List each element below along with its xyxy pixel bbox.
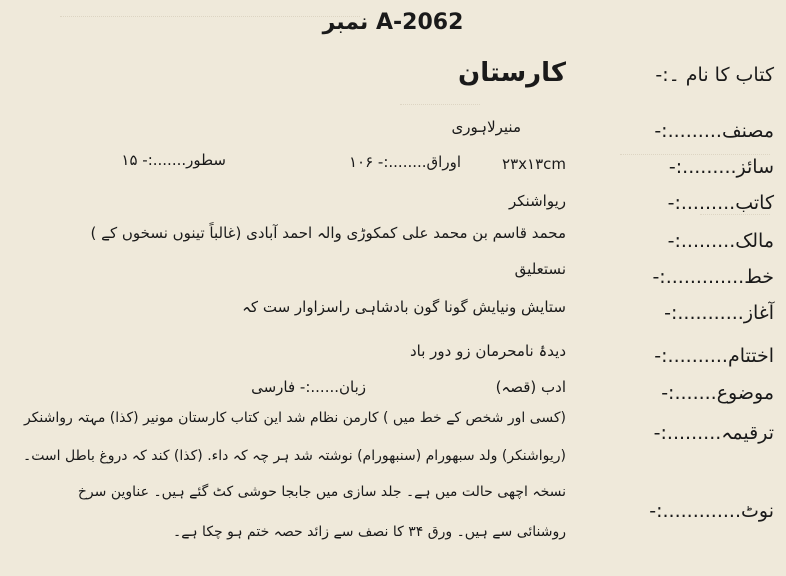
- note-line: نسخہ اچھی حالت میں ہے۔ جلد سازی میں جابجا حوشی کٹ گئے ہیں۔ عناوین سرخ: [77, 484, 566, 500]
- label-subject: موضوع.......:-: [661, 382, 774, 404]
- value-folios: اوراق........:- ۱۰۶: [348, 153, 461, 171]
- colophon-line: (کسی اور شخص کے خط میں ) کارمن نظام شد این کتاب کارستان مونیر (کذا) مہتہ رواشنکر: [23, 410, 566, 426]
- label-colophon: ترقیمہ.........:-: [653, 422, 774, 444]
- label-author: مصنف.........:-: [654, 120, 774, 142]
- label-book-name: کتاب کا نام ۔:-: [655, 64, 774, 86]
- note-line: روشنائی سے ہیں۔ ورق ۳۴ کا نصف سے زائد حصہ ختم ہو چکا ہے۔: [173, 524, 566, 540]
- colophon-line: (ریواشنکر) ولد سبھورام (سنبھورام) نوشتہ شد ہر چہ کہ داء. (کذا) کند کہ دروغ باطل است۔: [22, 448, 566, 464]
- value-incipit: ستایش ونیایش گونا گون بادشاہی راسزاوار ست کہ: [242, 298, 566, 316]
- label-size: سائز.........:-: [668, 156, 774, 178]
- value-owner: محمد قاسم بن محمد علی کمکوڑی والہ احمد آبادی (غالباً تینوں نسخوں کے ): [90, 224, 566, 242]
- value-scribe: ریواشنکر: [509, 192, 566, 210]
- label-owner: مالک.........:-: [667, 230, 774, 252]
- label-explicit: اختتام..........:-: [654, 345, 774, 367]
- label-note: نوٹ.............:-: [649, 500, 774, 522]
- value-size: ۲۳x۱۳cm: [502, 155, 566, 173]
- value-explicit: دیدۂ نامحرمان زو دور باد: [409, 342, 566, 360]
- value-script: نستعلیق: [514, 260, 566, 278]
- record-number: 2062-A نمبر: [322, 10, 464, 35]
- show-through-mark: [400, 90, 480, 105]
- label-incipit: آغاز...........:-: [664, 302, 774, 324]
- value-lines: سطور.......:- ۱۵: [121, 151, 226, 169]
- value-author: منیرلاہوری: [451, 118, 521, 136]
- value-subject: ادب (قصہ): [495, 378, 566, 396]
- value-language: زبان......:- فارسی: [251, 378, 366, 396]
- label-script: خط.............:-: [652, 266, 774, 288]
- value-book-name: کارستان: [458, 58, 566, 88]
- show-through-mark: [620, 140, 770, 155]
- label-scribe: کاتب.........:-: [667, 192, 774, 214]
